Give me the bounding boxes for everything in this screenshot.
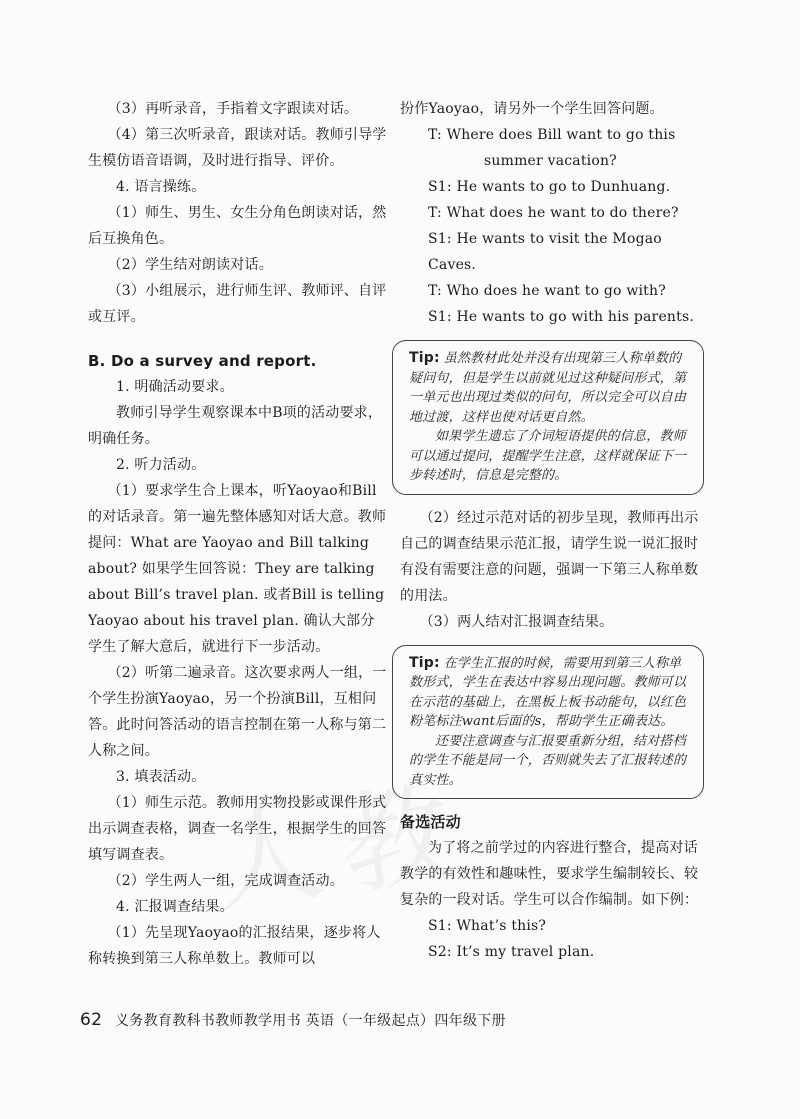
paragraph: （1）要求学生合上课本，听Yaoyao和Bill的对话录音。第一遍先整体感知对话大意。教师提问：What are Yaoyao and Bill talking about? 如果学生回答说：They are talking about Bill’s travel plan. 或者Bill is telling Yaoyao about his travel plan. 确认大部分学生了解大意后，就进行下一步活动。 [88, 483, 387, 655]
paragraph: （2）经过示范对话的初步呈现，教师再出示自己的调查结果示范汇报，请学生说一说汇报时有没有需要注意的问题，强调一下第三人称单数的用法。 [400, 509, 699, 604]
paragraph-continued: 扮作Yaoyao，请另外一个学生回答问题。 [400, 101, 664, 117]
tip-text: 如果学生遗忘了介词短语提供的信息，教师可以通过提问，提醒学生注意，这样就保证下一步转述时，信息是完整的。 [409, 429, 687, 483]
dialogue-line: S1: He wants to go with his parents. [428, 309, 695, 325]
paragraph: （2）听第二遍录音。这次要求两人一组，一个学生扮演Yaoyao，另一个扮演Bill，互相问答。此时问答活动的语言控制在第一人称与第二人称之间。 [88, 665, 387, 759]
paragraph: （2）学生结对朗读对话。 [107, 257, 273, 273]
left-column [88, 96, 388, 972]
alternative-activity-title: 备选活动 [400, 813, 461, 831]
dialogue-line: S1: What’s this? [428, 918, 547, 934]
paragraph: （3）小组展示，进行师生评、教师评、自评或互评。 [88, 283, 387, 325]
tip-label: Tip: [409, 654, 440, 671]
paragraph: 为了将之前学过的内容进行整合，提高对话教学的有效性和趣味性，要求学生编制较长、较复杂的一段对话。学生可以合作编制。如下例： [400, 840, 699, 908]
paragraph: （4）第三次听录音，跟读对话。教师引导学生模仿语音语调，及时进行指导、评价。 [88, 127, 387, 169]
step-heading: 4. 语言操练。 [116, 179, 206, 195]
step-heading: 2. 听力活动。 [116, 457, 206, 473]
dialogue-line-continued: summer vacation? [484, 153, 617, 169]
tip-box [392, 340, 704, 495]
tip-box [392, 645, 704, 800]
page-number: 62 [80, 1010, 103, 1030]
dialogue-line: T: Where does Bill want to go this [428, 127, 676, 143]
section-b-title: B. Do a survey and report. [88, 352, 317, 370]
paragraph: （2）学生两人一组，完成调查活动。 [107, 873, 344, 889]
tip-text: 在学生汇报的时候，需要用到第三人称单数形式，学生在表达中容易出现问题。教师可以在示范的基础上，在黑板上板书动能句，以红色粉笔标注want后面的s，帮助学生正确表达。 [409, 655, 687, 729]
dialogue-line: T: Who does he want to go with? [428, 283, 666, 299]
step-heading: 1. 明确活动要求。 [116, 379, 234, 395]
paragraph: （1）师生示范。教师用实物投影或课件形式出示调查表格，调查一名学生，根据学生的回答填写调查表。 [88, 795, 387, 863]
dialogue-line: S1: He wants to go to Dunhuang. [428, 179, 671, 195]
dialogue-line: S1: He wants to visit the Mogao Caves. [428, 231, 662, 273]
page-footer [80, 1010, 506, 1030]
step-heading: 3. 填表活动。 [116, 769, 206, 785]
dialogue-line: S2: It’s my travel plan. [428, 944, 595, 960]
tip-label: Tip: [409, 350, 440, 366]
paragraph: （3）两人结对汇报调查结果。 [419, 613, 614, 630]
step-heading: 4. 汇报调查结果。 [116, 899, 234, 915]
paragraph: （1）师生、男生、女生分角色朗读对话，然后互换角色。 [88, 205, 387, 247]
dialogue [400, 122, 700, 330]
tip-text: 还要注意调查与汇报要重新分组，结对搭档的学生不能是同一个，否则就失去了汇报转述的真实性。 [409, 733, 687, 788]
book-title: 义务教育教科书教师教学用书 英语（一年级起点）四年级下册 [115, 1013, 506, 1029]
paragraph: 教师引导学生观察课本中B项的活动要求，明确任务。 [88, 405, 383, 447]
right-column [400, 96, 700, 965]
tip-text: 虽然教材此处并没有出现第三人称单数的疑问句，但是学生以前就见过这种疑问形式，第一单元也出现过类似的问句，所以完全可以自由地过渡，这样也使对话更自然。 [409, 351, 687, 425]
dialogue-line: T: What does he want to do there? [428, 205, 679, 221]
paragraph: （1）先呈现Yaoyao的汇报结果，逐步将人称转换到第三人称单数上。教师可以 [88, 925, 381, 967]
paragraph: （3）再听录音，手指着文字跟读对话。 [107, 101, 359, 117]
